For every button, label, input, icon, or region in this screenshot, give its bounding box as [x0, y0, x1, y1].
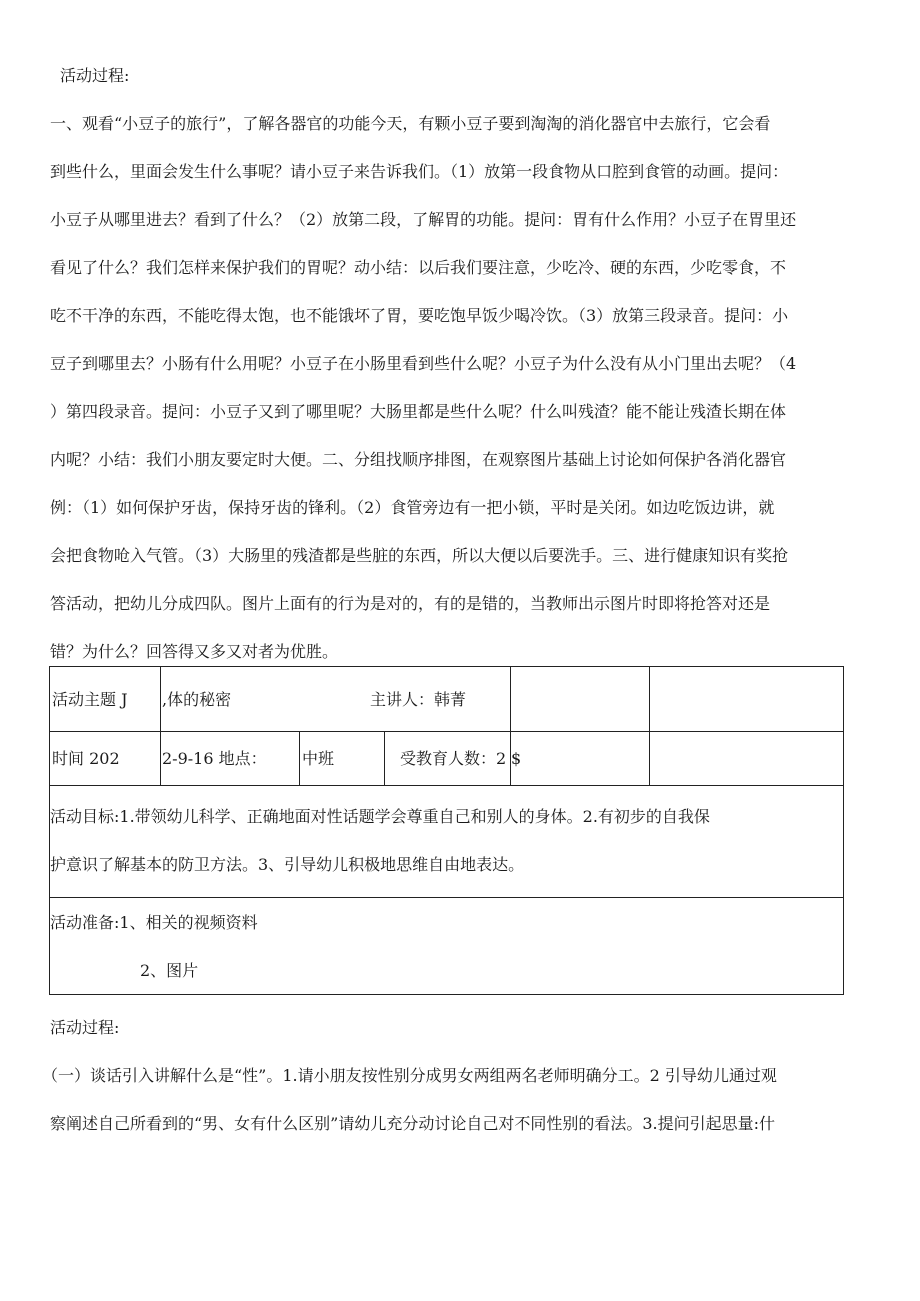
section1-line-3: 小豆子从哪里进去？看到了什么？（2）放第二段，了解胃的功能。提问：胃有什么作用？小豆子在胃里还	[50, 210, 797, 229]
table-col-divider	[649, 667, 650, 785]
table-col-divider	[160, 667, 161, 785]
activity-table	[49, 666, 844, 995]
section1-line-4: 看见了什么？我们怎样来保护我们的胃呢？动小结：以后我们要注意，少吃冷、硬的东西，少吃零食，不	[50, 258, 787, 277]
section1-heading: 活动过程:	[60, 66, 130, 85]
section1-line-6: 豆子到哪里去？小肠有什么用呢？小豆子在小肠里看到些什么呢？小豆子为什么没有从小门里出去呢？（4	[50, 354, 797, 373]
table-col-divider	[384, 731, 385, 785]
section1-line-2: 到些什么，里面会发生什么事呢？请小豆子来告诉我们。（1）放第一段食物从口腔到食管的动画。提问：	[50, 162, 789, 181]
table-row-divider	[50, 785, 843, 786]
section2-line-2: 察阐述自己所看到的“男、女有什么区别”请幼儿充分动讨论自己对不同性别的看法。3.提问引起思量:什	[50, 1114, 776, 1133]
section1-line-7: ）第四段录音。提问：小豆子又到了哪里呢？大肠里都是些什么呢？什么叫残渣？能不能让残渣长期在体	[50, 402, 787, 421]
speaker: 主讲人：韩菁	[370, 690, 467, 709]
section2-heading: 活动过程:	[50, 1018, 120, 1037]
goals-line-2: 护意识了解基本的防卫方法。3、引导幼儿积极地思维自由地表达。	[50, 855, 525, 874]
section1-line-1: 一、观看“小豆子的旅行”，了解各器官的功能今天，有颗小豆子要到淘淘的消化器官中去旅行，它会看	[50, 114, 771, 133]
time-label: 时间 202	[52, 749, 120, 768]
count-value: $	[511, 749, 522, 768]
section1-line-9: 例：（1）如何保护牙齿，保持牙齿的锋利。（2）食管旁边有一把小锁，平时是关闭。如边吃饭边讲，就	[50, 498, 775, 517]
topic-label: 活动主题 J	[52, 690, 128, 709]
table-col-divider	[299, 731, 300, 785]
date-place: 2-9-16 地点：	[162, 749, 267, 768]
section1-line-10: 会把食物呛入气管。（3）大肠里的残渣都是些脏的东西，所以大便以后要洗手。三、进行健康知识有奖抢	[50, 546, 789, 565]
class-value: 中班	[302, 749, 335, 768]
goals-line-1: 活动目标:1.带领幼儿科学、正确地面对性话题学会尊重自己和别人的身体。2.有初步的自我保	[50, 807, 710, 826]
prep-line-2: 2、图片	[140, 961, 199, 980]
section1-line-11: 答活动，把幼儿分成四队。图片上面有的行为是对的，有的是错的，当教师出示图片时即将抢答对还是	[50, 594, 771, 613]
prep-line-1: 活动准备:1、相关的视频资料	[50, 913, 258, 932]
topic-value: ,体的秘密	[162, 690, 232, 709]
section2-line-1: （一）谈话引入讲解什么是“性”。1.请小朋友按性别分成男女两组两名老师明确分工。2 引导幼儿通过观	[42, 1066, 777, 1085]
section1-line-5: 吃不干净的东西，不能吃得太饱，也不能饿坏了胃，要吃饱早饭少喝冷饮。（3）放第三段录音。提问：小	[50, 306, 789, 325]
section1-line-12: 错？为什么？回答得又多又对者为优胜。	[50, 642, 339, 661]
section1-line-8: 内呢？小结：我们小朋友要定时大便。二、分组找顺序排图，在观察图片基础上讨论如何保护各消化器官	[50, 450, 787, 469]
table-row-divider	[50, 897, 843, 898]
count-label: 受教育人数：2	[400, 749, 507, 768]
table-row-divider	[50, 731, 843, 732]
